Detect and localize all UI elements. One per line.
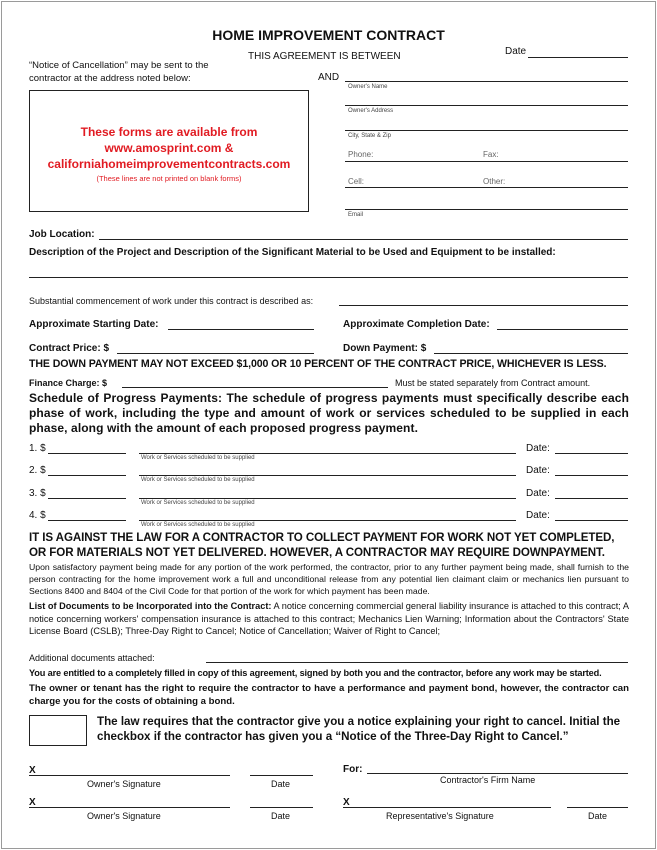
down-payment-field[interactable]	[434, 353, 628, 354]
payment-work-field[interactable]	[139, 520, 516, 521]
for-label: For:	[343, 764, 363, 775]
job-location-field[interactable]	[99, 239, 628, 240]
rep-date-field[interactable]	[567, 807, 628, 808]
payment-date-label: Date:	[526, 488, 550, 499]
firm-name-caption: Contractor's Firm Name	[440, 775, 536, 785]
owner-address-caption: Owner's Address	[348, 108, 394, 114]
owner-name-field[interactable]	[345, 81, 628, 82]
page-title: HOME IMPROVEMENT CONTRACT	[212, 27, 445, 43]
payment-date-field[interactable]	[555, 520, 628, 521]
and-label: AND	[318, 72, 340, 83]
cell-label: Cell:	[348, 177, 365, 186]
payment-caption: Work or Services scheduled to be supplied	[141, 477, 255, 483]
payment-date-field[interactable]	[555, 475, 628, 476]
contract-price-field[interactable]	[117, 353, 314, 354]
owner-date-caption-2: Date	[271, 811, 291, 821]
owner-date-caption-1: Date	[271, 779, 291, 789]
owner-signature-field-2[interactable]	[29, 807, 230, 808]
cell-other-field[interactable]	[345, 187, 628, 188]
payment-number: 2. $	[29, 465, 46, 476]
owner-signature-caption-2: Owner's Signature	[87, 811, 161, 821]
payment-amount-field[interactable]	[48, 453, 126, 454]
payment-work-field[interactable]	[139, 498, 516, 499]
job-location-label: Job Location:	[29, 229, 95, 240]
payment-number: 3. $	[29, 488, 46, 499]
phone-fax-field[interactable]	[345, 161, 628, 162]
owner-sign-x-1: X	[29, 765, 36, 776]
promo-line1: These forms are available from	[80, 125, 258, 139]
rep-date-caption: Date	[588, 811, 608, 821]
owner-city-field[interactable]	[345, 130, 628, 131]
documents-text: A notice concerning commercial general liability insurance is attached to this contract; A notice concerning workers' compensation insurance is attached to this contract; Mechanics Lien Warning; Information about the Contractors' State License Board (CSLB); Three-Day Right to Cancel; Notice of Cancellation; Waiver of Right to Cancel;	[29, 601, 629, 636]
owner-address-field[interactable]	[345, 105, 628, 106]
payment-work-field[interactable]	[139, 453, 516, 454]
promo-note: (These lines are not printed on blank forms)	[96, 174, 242, 183]
completion-date-label: Approximate Completion Date:	[343, 319, 490, 330]
email-field[interactable]	[345, 209, 628, 210]
down-payment-label: Down Payment: $	[343, 343, 427, 354]
finance-charge-label: Finance Charge: $	[29, 378, 108, 388]
lien-release-paragraph: Upon satisfactory payment being made for any portion of the work performed, the contractor, prior to any further payment being made, shall furnish to the person contracting for the home improvement work a full and unconditional release from any potential lien claimant claim or mechanics lien pursuant to Sections 8400 and 8404 of the Civil Code for that portion of the work for which payment has been made.	[29, 562, 629, 596]
payment-date-field[interactable]	[555, 498, 628, 499]
additional-docs-label: Additional documents attached:	[29, 653, 155, 663]
owner-sign-x-2: X	[29, 797, 36, 808]
payment-caption: Work or Services scheduled to be supplied	[141, 500, 255, 506]
owner-city-caption: City, State & Zip	[348, 133, 391, 139]
payment-work-field[interactable]	[139, 475, 516, 476]
description-label: Description of the Project and Description of the Significant Material to be Used and Equipment to be installed:	[29, 247, 556, 258]
payment-date-field[interactable]	[555, 453, 628, 454]
documents-heading: List of Documents to be Incorporated into the Contract:	[29, 601, 272, 611]
owner-signature-caption-1: Owner's Signature	[87, 779, 161, 789]
rep-sign-x: X	[343, 797, 350, 808]
finance-note: Must be stated separately from Contract amount.	[395, 378, 591, 388]
date-field[interactable]	[528, 57, 628, 58]
description-field[interactable]	[29, 277, 628, 278]
payment-date-label: Date:	[526, 510, 550, 521]
payment-amount-field[interactable]	[48, 498, 126, 499]
notice-text-line1: “Notice of Cancellation” may be sent to the	[29, 60, 209, 71]
payment-number: 4. $	[29, 510, 46, 521]
cancel-initial-checkbox[interactable]	[29, 715, 87, 746]
phone-label: Phone:	[348, 150, 374, 159]
owner-signature-field-1[interactable]	[29, 775, 230, 776]
contract-price-label: Contract Price: $	[29, 343, 110, 354]
notice-text-line2: contractor at the address noted below:	[29, 73, 191, 84]
schedule-heading: Schedule of Progress Payments: The schedule of progress payments must specifically describe each phase of work, including the type and amount of work or services scheduled to be supplied in each phase, along with the amount of each proposed progress payment.	[29, 391, 629, 435]
payment-date-label: Date:	[526, 465, 550, 476]
promo-line3: californiahomeimprovementcontracts.com	[47, 157, 291, 171]
firm-name-field[interactable]	[367, 773, 628, 774]
against-law-notice: IT IS AGAINST THE LAW FOR A CONTRACTOR TO COLLECT PAYMENT FOR WORK NOT YET COMPLETED, OR FOR MATERIALS NOT YET DELIVERED. HOWEVER, A CONTRACTOR MAY REQUIRE DOWNPAYMENT.	[29, 531, 615, 559]
rep-signature-caption: Representative's Signature	[386, 811, 494, 821]
payment-number: 1. $	[29, 443, 46, 454]
commencement-field[interactable]	[339, 305, 628, 306]
fax-label: Fax:	[483, 150, 499, 159]
owner-date-field-1[interactable]	[250, 775, 313, 776]
commencement-label: Substantial commencement of work under this contract is described as:	[29, 296, 314, 306]
other-label: Other:	[483, 177, 506, 186]
payment-date-label: Date:	[526, 443, 550, 454]
date-label: Date	[505, 46, 527, 57]
start-date-label: Approximate Starting Date:	[29, 319, 159, 330]
rep-signature-field[interactable]	[343, 807, 551, 808]
bond-notice: The owner or tenant has the right to require the contractor to have a performance and payment bond, however, the contractor can charge you for the costs of obtaining a bond.	[29, 683, 629, 707]
start-date-field[interactable]	[168, 329, 314, 330]
completion-date-field[interactable]	[497, 329, 628, 330]
payment-amount-field[interactable]	[48, 520, 126, 521]
down-payment-warning: THE DOWN PAYMENT MAY NOT EXCEED $1,000 OR 10 PERCENT OF THE CONTRACT PRICE, WHICHEVER IS LESS.	[29, 358, 607, 370]
payment-caption: Work or Services scheduled to be supplied	[141, 522, 255, 528]
entitled-copy-notice: You are entitled to a completely filled in copy of this agreement, signed by both you and the contractor, before any work may be started.	[29, 668, 602, 678]
email-caption: Email	[348, 212, 364, 218]
payment-amount-field[interactable]	[48, 475, 126, 476]
documents-paragraph	[29, 600, 629, 638]
agreement-subtitle: THIS AGREEMENT IS BETWEEN	[248, 51, 401, 62]
promo-line2: www.amosprint.com &	[104, 141, 234, 155]
owner-date-field-2[interactable]	[250, 807, 313, 808]
additional-docs-field[interactable]	[206, 662, 628, 663]
cancel-right-notice: The law requires that the contractor give you a notice explaining your right to cancel. Initial the checkbox if the contractor has given you a “Notice of the Three-Day Right to Cancel.”	[97, 715, 621, 743]
payment-caption: Work or Services scheduled to be supplied	[141, 455, 255, 461]
finance-charge-field[interactable]	[122, 387, 388, 388]
owner-name-caption: Owner's Name	[348, 84, 388, 90]
contractor-address-box[interactable]	[29, 90, 309, 212]
